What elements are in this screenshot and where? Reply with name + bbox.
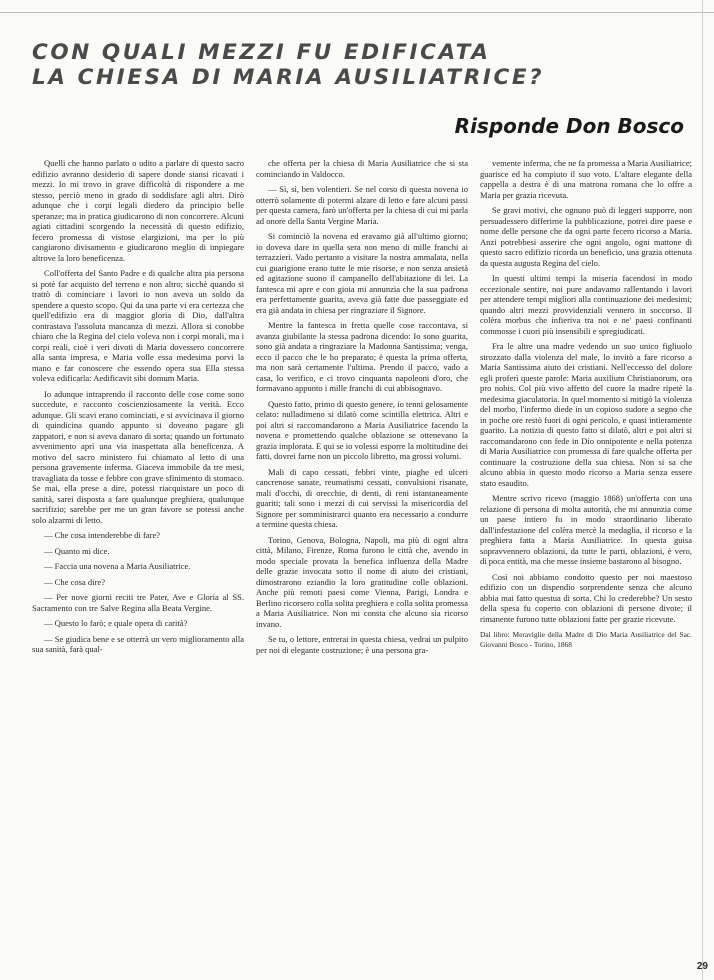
paragraph: Mentre la fantesca in fretta quelle cose raccontava, si avanza giubilante la stessa padrona dicendo: Io sono guarita, sono già andata a ringraziare la Madonna Santissima; venga, ecco il pacco che le ho preparato; è questa la prima offerta, ma non sarà certamente l'ultima. Prendo il pacco, vado a casa, lo verifico, e ci trovo cinquanta napoleoni d'oro, che formavano appunto i mille franchi di cui abbisognavo. — [256, 320, 468, 393]
paragraph: — Sì, sì, ben volentieri. Se nel corso di questa novena io otterrò solamente di potermi alzare di letto e fare alcuni passi per questa camera, farò un'offerta per la chiesa di cui mi parla ad onore della Santa Vergine Maria. — [256, 184, 468, 226]
paragraph: — Questo lo farò; e quale opera di carità? — [44, 618, 188, 628]
paragraph: vemente inferma, che ne fa promessa a Maria Ausiliatrice; guarisce ed ha compiuto il suo voto. L'altare elegante della cappella a destra è di una matrona romana che lo offre a Maria per grazia ricevuta. — [480, 158, 692, 200]
paragraph: Questo fatto, primo di questo genere, io tenni gelosamente celato: nulladimeno si dilatò come scintilla elettrica. Altri e poi altri si raccomandarono a Maria Ausiliatrice facendo la novena e promettendo qualche oblazione se ottenevano la grazia implorata. E qui se io volessi esporre la moltitudine dei fatti, dovrei farne non un piccolo libretto, ma grossi volumi. — [256, 398, 468, 461]
paragraph: Quelli che hanno parlato o udito a parlare di questo sacro edifizio avranno desiderio di sapere donde siansi ricavati i mezzi. Io mi trovo in grave difficoltà di rispondere a me stesso, perciò meno in grado di soddisfare agli altri. Dirò adunque che i corpi legali diedero da principio belle speranze; ma in pratica giudicarono di non concorrere. Alcuni agiati cittadini scorgendo la necessità di questo edifizio, fecero promessa di vistose elargizioni, ma per lo più cangiarono divisamento e giudicarono meglio di impiegare altrove la loro beneficenza. — [32, 158, 244, 263]
paragraph: Se gravi motivi, che ognuno può di leggeri supporre, non persuadessero differirne la pubblicazione, potrei dire paese e nome delle persone che da ogni parte fecero ricorso a Maria. Anzi potrebbesi asserire che ogni angolo, ogni mattone di questo sacro edifizio ricorda un beneficio, una grazia ottenuta da questa augusta Regina del cielo. — [480, 205, 692, 268]
paragraph: — Quanto mi dice. — [44, 545, 110, 556]
article-body — [32, 158, 692, 962]
article-subtitle: Risponde Don Bosco — [454, 114, 684, 138]
paragraph: — Faccia una novena a Maria Ausiliatrice. — [44, 561, 191, 571]
paragraph: Io adunque intraprendo il racconto delle cose come sono succedute, e racconto coscienziosamente la verità. Ecco adunque. Gli scavi erano cominciati, e si avvicinava il giorno di quindicina quando appunto si doveano pagare gli zappatori, e non si aveva danaro di sorta; quando un fortunato avvenimento aprì una via inaspettata alla beneficenza. A motivo del sacro ministero fui chiamato al letto di una persona gravemente inferma. Giaceva immobile da tre mesi, travagliata da tosse e febbre con grave sfinimento di stomaco. Se mai, ella prese a dire, potessi riacquistare un poco di sanità, sarei disposta a fare qualunque preghiera, qualunque sacrifizio; sarebbe per me un gran favore se potessi anche solo alzarmi di letto. — [32, 388, 244, 525]
paragraph: Mali di capo cessati, febbri vinte, piaghe ed ulceri cancrenose sanate, reumatismi cessati, convulsioni risanate, mali d'occhi, di orecchie, di denti, di reni istantaneamente guariti; tali sono i mezzi di cui servissi la misericordia del Signore per somministrarci quanto era necessario a condurre a termine questa chiesa. — [256, 466, 468, 529]
paragraph: In questi ultimi tempi la miseria facendosi in modo eccezionale sentire, noi pure andavamo rallentando i lavori per attendere tempi migliori alla continuazione dei medesimi; quando altri mezzi provvidenziali vennero in soccorso. Il colèra morbus che infieriva tra noi e ne' paesi confinanti commosse i cuori più insensibili e spregiudicati. — [480, 273, 692, 336]
text-column-3 — [480, 158, 692, 962]
article-title-line-1: CON QUALI MEZZI FU EDIFICATA — [32, 40, 491, 65]
paragraph: Fra le altre una madre vedendo un suo unico figliuolo strozzato dalla violenza del male, lo invitò a fare ricorso a Maria Santissima aiuto dei cristiani. Nell'eccesso del dolore egli proferì queste parole: Maria auxilium Christianorum, ora pro nobis. Col più vivo affetto del cuore la madre ripetè la medesima giaculatoria. In quel momento si mitigò la violenza del morbo, l'infermo diede in un copioso sudore a segno che in poche ore restò fuori di ogni pericolo, e quasi intieramente guarito. La notizia di questo fatto si dilatò, altri e poi altri si raccomandarono con fede in Dio onnipotente e nella potenza di Maria Ausiliatrice con promessa di fare qualche offerta per continuare la costruzione della sua chiesa. Non si sa che alcuno abbia in questo modo ricorso a Maria senza essere stato esaudito. — [480, 341, 692, 488]
top-rule — [0, 12, 714, 13]
paragraph: Se tu, o lettore, entrerai in questa chiesa, vedrai un pulpito per noi di elegante costruzione; è una persona gra- — [256, 634, 468, 655]
article-title — [32, 40, 692, 90]
paragraph: — Che cosa intenderebbe di fare? — [44, 530, 161, 540]
paragraph: Coll'offerta del Santo Padre e di qualche altra pia persona si potè far acquisto del terreno e non altro; sicchè quando si trattò di cominciare i lavori io non aveva un soldo da spendere a questo scopo. Qui da una parte vi era certezza che quell'edifizio era di maggior gloria di Dio, dall'altra contrastava l'assoluta mancanza di mezzi. Allora si conobbe chiaro che la Regina del cielo voleva non i corpi morali, ma i corpi reali, cioè i veri divoti di Maria dovessero concorrere alla santa impresa, e Maria volle essa medesima porvi la mano e far conoscere che essendo opera sua Ella stessa voleva edificarla: Aedificavit sibi domum Maria. — [32, 268, 244, 383]
paragraph: — Se giudica bene e se otterrà un vero miglioramento alla sua sanità, farà qual- — [32, 633, 244, 654]
paragraph: che offerta per la chiesa di Maria Ausiliatrice che si sta cominciando in Valdocco. — [256, 158, 468, 179]
text-column-2 — [256, 158, 468, 962]
paragraph: Mentre scrivo ricevo (maggio 1868) un'offerta con una relazione di persona di molta autorità, che mi annunzia come un paese intiero fu in modo straordinario liberato dall'infestazione del colèra mercè la medaglia, il ricorso e la preghiera fatta a Maria Ausiliatrice. In questa guisa sopravvennero oblazioni, da tutte le parti, oblazioni, è vero, di poca entità, ma che messe insieme bastarono al bisogno. — [480, 493, 692, 566]
spine-rule — [702, 0, 703, 980]
text-column-1 — [32, 158, 244, 962]
paragraph: Così noi abbiamo condotto questo per noi maestoso edifizio con un dispendio sorprendente senza che alcuno abbia mai fatto questua di sorta. Chi lo crederebbe? Un sesto della spesa fu coperto con oblazioni di persone divote; il rimanente furono tutte oblazioni fatte per grazie ricevute. — [480, 571, 692, 624]
paragraph: — Che cosa dire? — [44, 576, 105, 587]
paragraph: — Per nove giorni reciti tre Pater, Ave e Gloria al SS. Sacramento con tre Salve Regina alla Beata Vergine. — [32, 592, 244, 613]
paragraph: Torino, Genova, Bologna, Napoli, ma più di ogni altra città, Milano, Firenze, Roma furono le città che, avendo in modo speciale provata la benefica influenza della Madre delle grazie invocata sotto il nome di aiuto dei cristiani, dimostrarono eziandio la loro gratitudine colle oblazioni. Anche più remoti paesi come Vienna, Parigi, Londra e Berlino ricorsero colla solita preghiera e colla solita promessa a Maria Ausiliatrice. Non mi consta che alcuno sia ricorso invano. — [256, 534, 468, 629]
page-number: 29 — [696, 961, 708, 972]
article-title-line-2: LA CHIESA DI MARIA AUSILIATRICE? — [32, 65, 545, 90]
paragraph: Si cominciò la novena ed eravamo già all'ultimo giorno; io doveva dare in quella sera non meno di mille franchi ai terrazzieri. Vado pertanto a visitare la nostra ammalata, nella cui guarigione erano tutte le mie risorse, e non senza ansietà ed agitazione suono il campanello dell'abitazione di lei. La fantesca mi apre e con gioia mi annunzia che la sua padrona era perfettamente guarita, aveva già fatte due passeggiate ed era già andata in chiesa per ringraziare il Signore. — [256, 231, 468, 315]
source-note: Dal libro: Meraviglie della Madre di Dio Maria Ausiliatrice del Sac. Giovanni Bosco - Torino, 1868 — [480, 630, 692, 649]
